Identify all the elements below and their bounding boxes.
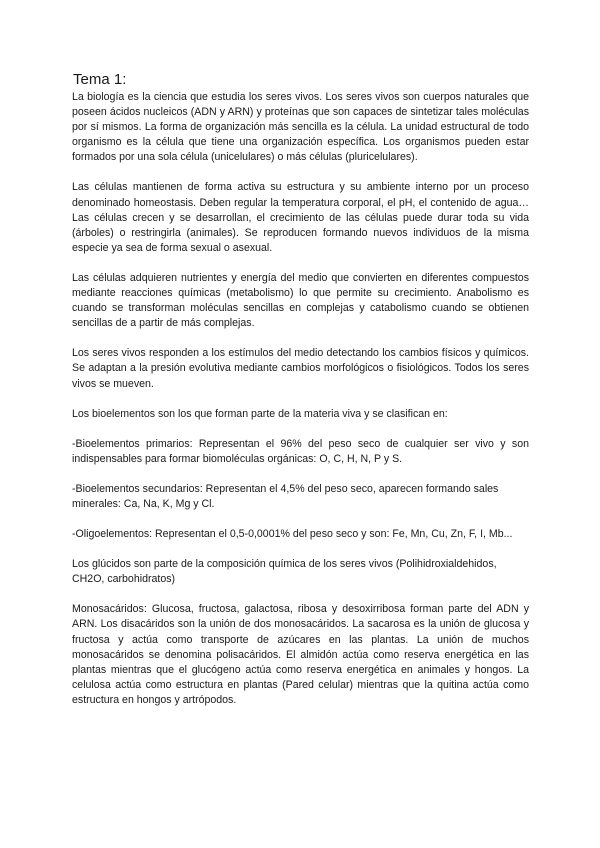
page-title: Tema 1: (73, 71, 127, 88)
paragraph-primary-bioelements: -Bioelementos primarios: Representan el 96% del peso seco de cualquier ser vivo y son indispensables para formar biomoléculas orgánicas: O, C, H, N, P y S. (72, 437, 529, 465)
paragraph-secondary-bioelements: -Bioelementos secundarios: Representan el 4,5% del peso seco, aparecen formando sales minerales: Ca, Na, K, Mg y Cl. (72, 482, 499, 510)
paragraph-biology-intro: La biología es la ciencia que estudia los seres vivos. Los seres vivos son cuerpos naturales que poseen ácidos nucleicos (ADN y ARN) y proteínas que son capaces de sintetizar tales moléculas por sí mismos. La forma de organización más sencilla es la célula. La unidad estructural de todo organismo es la célula que tiene una organización específica. Los organismos pueden estar formados por una sola célula (unicelulares) o más células (pluricelulares). (72, 91, 529, 164)
paragraph-glucids: Los glúcidos son parte de la composición química de los seres vivos (Polihidroxialdehidos, CH2O, carbohidratos) (72, 558, 497, 586)
paragraph-stimuli: Los seres vivos responden a los estímulos del medio detectando los cambios físicos y químicos. Se adaptan a la presión evolutiva mediante cambios morfológicos o fisiológicos. Todos los seres vivos se mueven. (72, 347, 529, 390)
paragraph-oligoelements: -Oligoelementos: Representan el 0,5-0,0001% del peso seco y son: Fe, Mn, Cu, Zn, F, I, Mb... (72, 528, 513, 541)
paragraph-homeostasis: Las células mantienen de forma activa su estructura y su ambiente interno por un proceso denominado homeostasis. Deben regular la temperatura corporal, el pH, el contenido de agua… Las células crecen y se desarrollan, el crecimiento de las células puede durar toda su vida (árboles) o restringirla (animales). Se reproducen formando nuevos individuos de la misma especie ya sea de forma sexual o asexual. (72, 181, 529, 254)
paragraph-monosaccharides: Monosacáridos: Glucosa, fructosa, galactosa, ribosa y desoxirribosa forman parte del ADN y ARN. Los disacáridos son la unión de dos monosacáridos. La sacarosa es la unión de glucosa y fructosa y actúa como transporte de azúcares en las plantas. La unión de muchos monosacáridos se denomina polisacáridos. El almidón actúa como reserva energética en las plantas mientras que el glucógeno actúa como reserva energética en animales y hongos. La celulosa actúa como estructura en plantas (Pared celular) mientras que la quitina actúa como estructura en hongos y artrópodos. (72, 603, 529, 706)
paragraph-bioelements-intro: Los bioelementos son los que forman parte de la materia viva y se clasifican en: (72, 407, 448, 420)
document-body (72, 90, 529, 723)
paragraph-metabolism: Las células adquieren nutrientes y energía del medio que convierten en diferentes compuestos mediante reacciones químicas (metabolismo) lo que permite su crecimiento. Anabolismo es cuando se transforman moléculas sencillas en complejas y catabolismo cuando se obtienen sencillas de a partir de más complejas. (72, 271, 529, 330)
